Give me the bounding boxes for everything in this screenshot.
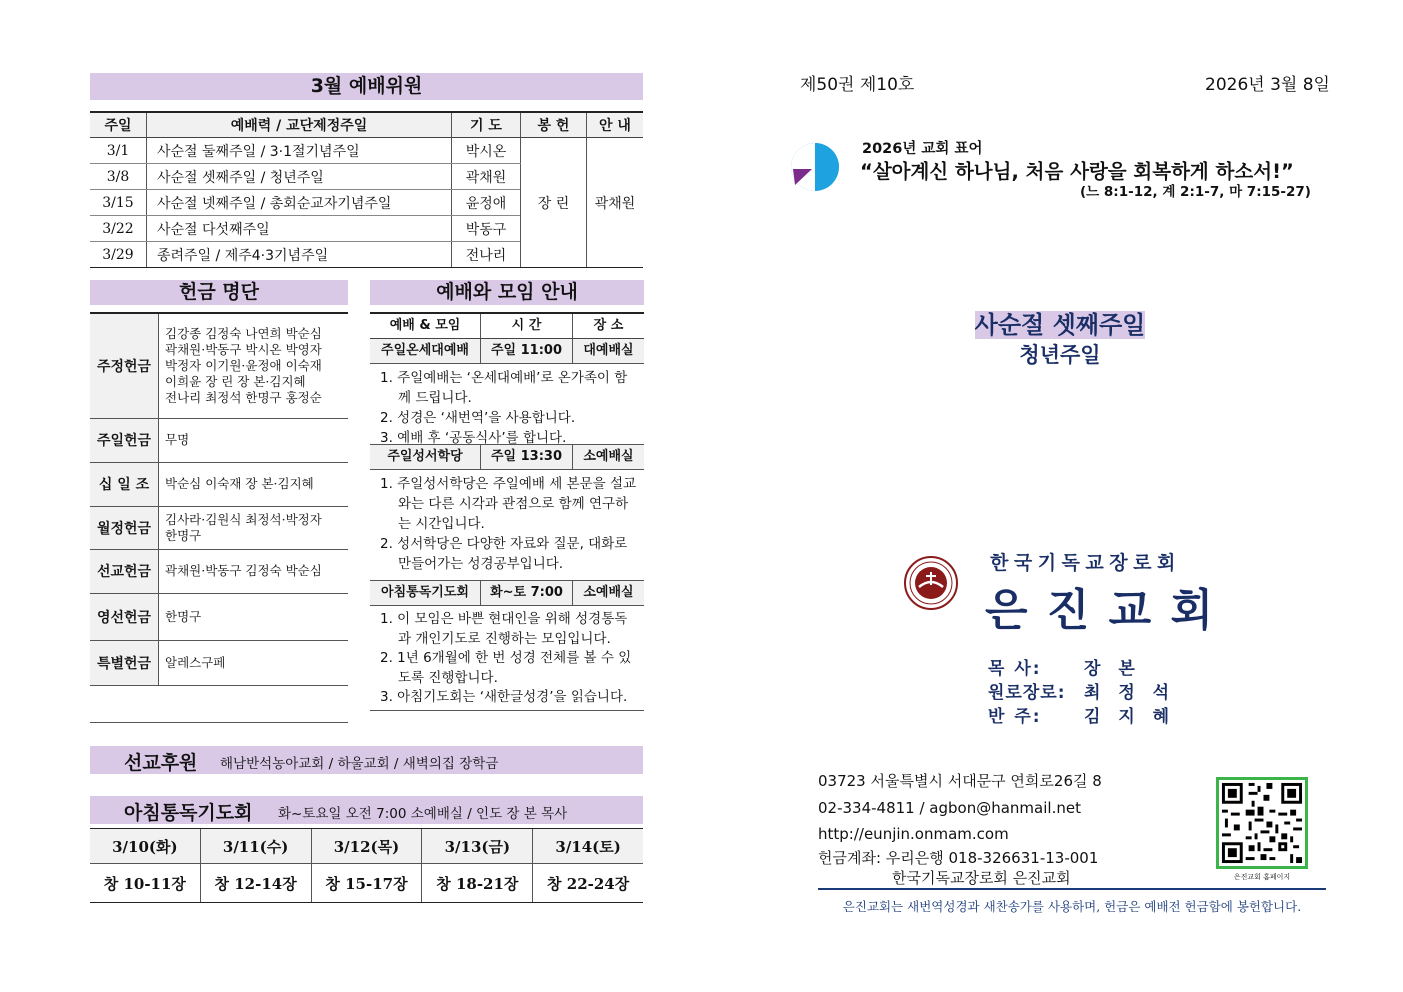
date-cell: 3/29 xyxy=(90,242,147,268)
offering-row xyxy=(90,313,348,418)
sunday-title: 사순절 셋째주일 xyxy=(974,311,1146,339)
name-line: 김강종 김정숙 나연희 박순심 xyxy=(165,325,322,341)
staff-role: 목 사: xyxy=(988,659,1042,679)
usher-cell: 곽채원 xyxy=(587,138,644,268)
name-line: 무명 xyxy=(165,432,190,447)
offering-label: 십 일 조 xyxy=(90,462,159,506)
offering-row xyxy=(90,640,348,685)
name-line: 한명구 xyxy=(165,608,202,624)
offering-label: 특별헌금 xyxy=(90,640,159,685)
church-name: 은 진 교 회 xyxy=(985,585,1215,636)
guide-row xyxy=(370,444,644,470)
liturgy-cell: 사순절 셋째주일 / 청년주일 xyxy=(147,164,452,190)
reading-table xyxy=(90,828,643,903)
mission-text: 해남반석농아교회 / 하울교회 / 새벽의집 장학금 xyxy=(220,756,499,772)
qr-caption: 은진교회 홈페이지 xyxy=(1233,873,1291,881)
reading-subtitle: 화~토요일 오전 7:00 소예배실 / 인도 장 본 목사 xyxy=(278,806,568,822)
note-item: 2. 성서학당은 다양한 자료와 질문, 대화로 만들어가는 성경공부입니다. xyxy=(380,536,628,572)
meeting-place: 소예배실 xyxy=(572,581,644,605)
worship-committee-title: 3월 예배위원 xyxy=(90,73,643,100)
offering-label: 주일헌금 xyxy=(90,418,159,462)
liturgy-cell: 종려주일 / 제주4·3기념주일 xyxy=(147,242,452,268)
qr-code-icon[interactable] xyxy=(1216,777,1308,869)
guide-block xyxy=(370,312,644,711)
offering-table xyxy=(90,312,348,686)
meeting-name: 주일성서학당 xyxy=(387,449,463,464)
offering-row xyxy=(90,506,348,549)
note-item: 2. 1년 6개월에 한 번 성경 전체를 볼 수 있도록 진행합니다. xyxy=(380,650,632,686)
offering-label: 주정헌금 xyxy=(90,313,159,418)
worship-committee-table xyxy=(90,111,643,268)
reading-chapters: 창 10-11장 xyxy=(90,864,200,903)
reading-chapters: 창 15-17장 xyxy=(311,864,422,903)
motto-label: 2026년 교회 표어 xyxy=(862,141,983,157)
meeting-time: 주일 11:00 xyxy=(480,339,572,363)
name-line: 박순심 이숙재 장 본·김지혜 xyxy=(165,476,314,491)
date-cell: 3/15 xyxy=(90,190,147,216)
meeting-time: 화~토 7:00 xyxy=(480,581,572,605)
meeting-notes xyxy=(370,470,644,580)
offering-bottom-rule xyxy=(90,722,348,723)
table-row xyxy=(90,138,643,164)
name-line: 김사라·김원식 최정석·박정자 xyxy=(165,511,322,527)
staff-row xyxy=(988,681,1175,705)
offering-person-cell: 장 린 xyxy=(521,138,587,268)
church-address: 03723 서울특별시 서대문구 연희로26길 8 xyxy=(818,772,1102,790)
offering-label: 선교헌금 xyxy=(90,549,159,593)
date-cell: 3/1 xyxy=(90,138,147,164)
offering-names xyxy=(159,313,349,418)
motto-emblem-icon xyxy=(790,142,840,192)
name-line: 전나리 최정석 한명구 홍정순 xyxy=(165,389,322,405)
guide-header-place: 장 소 xyxy=(572,314,644,338)
guide-row xyxy=(370,580,644,606)
bulletin-date: 2026년 3월 8일 xyxy=(1205,75,1330,95)
reading-day: 3/11(수) xyxy=(200,829,311,864)
offering-title: 헌금 명단 xyxy=(90,280,348,305)
col-header-offering: 봉 헌 xyxy=(521,112,587,138)
staff-role: 원로장로: xyxy=(988,683,1066,703)
prayer-cell: 곽채원 xyxy=(452,164,521,190)
meeting-name: 주일온세대예배 xyxy=(381,343,469,358)
offering-row xyxy=(90,418,348,462)
reading-day: 3/14(토) xyxy=(533,829,643,864)
reading-chapters: 창 18-21장 xyxy=(422,864,533,903)
name-line: 한명구 xyxy=(165,527,202,543)
motto-references: (느 8:1-12, 계 2:1-7, 마 7:15-27) xyxy=(1080,184,1311,200)
church-motto: “살아계신 하나님, 처음 사랑을 회복하게 하소서!” xyxy=(860,160,1294,183)
liturgy-cell: 사순절 둘째주일 / 3·1절기념주일 xyxy=(147,138,452,164)
liturgy-cell: 사순절 다섯째주일 xyxy=(147,216,452,242)
meeting-place: 소예배실 xyxy=(572,445,644,469)
account-holder: 한국기독교장로회 은진교회 xyxy=(892,868,1071,887)
reading-chapters: 창 12-14장 xyxy=(200,864,311,903)
reading-day: 3/10(화) xyxy=(90,829,200,864)
reading-title: 아침통독기도회 xyxy=(124,802,253,824)
note-item: 2. 성경은 ‘새번역’을 사용합니다. xyxy=(380,410,576,426)
staff-name: 장 본 xyxy=(1084,659,1141,679)
staff-row xyxy=(988,705,1175,729)
sunday-subtitle: 청년주일 xyxy=(1019,343,1101,367)
note-item: 1. 이 모임은 바쁜 현대인을 위해 성경통독과 개인기도로 진행하는 모임입니다. xyxy=(380,611,628,647)
date-cell: 3/8 xyxy=(90,164,147,190)
sunday-title-wrap xyxy=(860,305,1260,340)
note-item: 1. 주일예배는 ‘온세대예배’로 온가족이 함께 드립니다. xyxy=(380,370,628,406)
note-item: 3. 아침기도회는 ‘새한글성경’을 읽습니다. xyxy=(380,689,628,705)
qr-pattern-icon xyxy=(1219,780,1305,866)
church-website[interactable]: http://eunjin.onmam.com xyxy=(818,825,1009,843)
offering-label: 영선헌금 xyxy=(90,593,159,640)
meeting-name: 아침통독기도회 xyxy=(381,585,469,600)
staff-list xyxy=(988,657,1175,729)
prayer-cell: 박시온 xyxy=(452,138,521,164)
guide-title: 예배와 모임 안내 xyxy=(370,280,644,305)
col-header-liturgy: 예배력 / 교단제정주일 xyxy=(147,112,452,138)
name-line: 박정자 이기원·윤정애 이숙재 xyxy=(165,357,322,373)
offering-row xyxy=(90,593,348,640)
date-cell: 3/22 xyxy=(90,216,147,242)
offering-row xyxy=(90,549,348,593)
mission-band xyxy=(90,746,643,774)
staff-name: 김 지 혜 xyxy=(1084,707,1176,727)
staff-name: 최 정 석 xyxy=(1084,683,1176,703)
guide-header-time: 시 간 xyxy=(480,314,572,338)
meeting-notes xyxy=(370,364,644,444)
offering-names xyxy=(159,640,349,685)
offering-label: 월정헌금 xyxy=(90,506,159,549)
offering-names xyxy=(159,549,349,593)
prayer-cell: 윤정애 xyxy=(452,190,521,216)
prayer-cell: 전나리 xyxy=(452,242,521,268)
mission-title: 선교후원 xyxy=(124,752,198,774)
name-line: 이희윤 장 린 장 본·김지혜 xyxy=(165,373,306,389)
name-line: 알레스구페 xyxy=(165,654,226,670)
guide-header xyxy=(370,312,644,339)
prayer-cell: 박동구 xyxy=(452,216,521,242)
phone-email: 02-334-4811 / agbon@hanmail.net xyxy=(818,798,1081,817)
note-item: 3. 예배 후 ‘공동식사’를 합니다. xyxy=(380,430,567,446)
offering-names xyxy=(159,462,349,506)
reading-day: 3/12(목) xyxy=(311,829,422,864)
col-header-usher: 안 내 xyxy=(587,112,644,138)
footer-note: 은진교회는 새번역성경과 새찬송가를 사용하며, 헌금은 예배전 헌금함에 봉헌합니다. xyxy=(842,899,1302,914)
meeting-notes xyxy=(370,606,644,711)
guide-header-name: 예배 & 모임 xyxy=(389,318,461,333)
meeting-place: 대예배실 xyxy=(572,339,644,363)
col-header-prayer: 기 도 xyxy=(452,112,521,138)
guide-row xyxy=(370,339,644,364)
staff-role: 반 주: xyxy=(988,707,1042,727)
name-line: 곽채원·박동구 박시온 박영자 xyxy=(165,341,322,357)
account-line: 헌금계좌: 우리은행 018-326631-13-001 xyxy=(818,848,1099,867)
note-item: 1. 주일성서학당은 주일예배 세 본문을 설교와는 다른 시각과 관점으로 함께 연구하는 시간입니다. xyxy=(380,476,637,532)
footer-rule xyxy=(818,888,1326,890)
liturgy-cell: 사순절 넷째주일 / 총회순교자기념주일 xyxy=(147,190,452,216)
col-header-date: 주일 xyxy=(90,112,147,138)
staff-row xyxy=(988,657,1175,681)
volume-number: 제50권 제10호 xyxy=(800,75,915,95)
denomination-name: 한국기독교장로회 xyxy=(990,552,1181,574)
name-line: 곽채원·박동구 김정숙 박순심 xyxy=(165,563,322,578)
offering-names xyxy=(159,418,349,462)
church-logo-icon xyxy=(903,555,959,611)
meeting-time: 주일 13:30 xyxy=(480,445,572,469)
offering-names xyxy=(159,593,349,640)
reading-chapters: 창 22-24장 xyxy=(533,864,643,903)
reading-band xyxy=(90,796,643,824)
offering-names xyxy=(159,506,349,549)
offering-row xyxy=(90,462,348,506)
contact-block xyxy=(818,768,1102,888)
reading-day: 3/13(금) xyxy=(422,829,533,864)
